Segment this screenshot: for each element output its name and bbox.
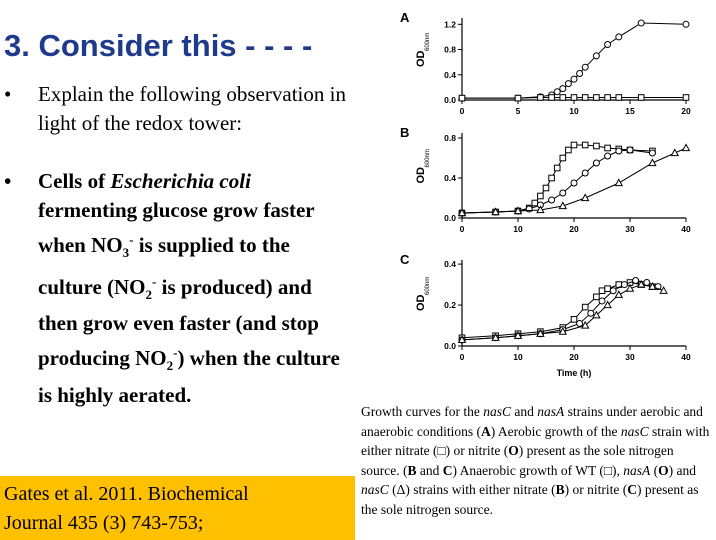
y-tick-label: 1.2: [444, 19, 456, 30]
x-tick-label: 0: [459, 224, 465, 234]
data-point-square: [599, 288, 605, 294]
caption-segment: ) Aerobic growth of the: [490, 423, 621, 439]
data-point-circle: [621, 282, 627, 288]
data-point-circle: [649, 150, 655, 156]
caption-segment: nasC: [361, 482, 389, 497]
caption-segment: O: [508, 443, 519, 458]
data-point-circle: [577, 320, 583, 326]
data-point-circle: [571, 76, 577, 82]
y-tick-label: 0.8: [444, 44, 456, 55]
y-tick-label: 0.4: [444, 173, 456, 183]
data-point-square: [554, 165, 560, 171]
y-tick-label: 0.8: [444, 133, 456, 143]
observation-segment: fermenting glucose grow faster when NO: [38, 198, 315, 257]
reference-line-1: Gates et al. 2011. Biochemical: [4, 483, 249, 505]
data-point-square: [571, 142, 577, 148]
observation-segment: 2: [166, 358, 174, 374]
data-point-square: [459, 95, 465, 101]
data-point-circle: [571, 180, 577, 186]
caption-segment: B: [407, 462, 417, 478]
y-axis-label-subscript: 600nm: [425, 276, 431, 295]
caption-segment: □: [603, 462, 612, 478]
bullet-dot: •: [4, 169, 12, 193]
x-tick-label: 10: [513, 224, 523, 234]
caption-segment: C: [442, 462, 453, 478]
data-point-square: [560, 155, 566, 161]
growth-panel-c: [400, 252, 691, 378]
data-point-square: [616, 95, 622, 101]
data-point-circle: [616, 148, 622, 154]
data-point-square: [571, 95, 577, 101]
x-axis-label: Time (h): [556, 368, 592, 378]
caption-segment: ),: [612, 462, 624, 478]
observation-segment: Cells of: [38, 169, 111, 193]
bullet-list: [4, 80, 354, 410]
question-text: Explain the following observation in light of the redox tower:: [38, 82, 346, 135]
data-point-circle: [616, 34, 622, 40]
bullet-observation: [4, 167, 354, 410]
data-point-square: [566, 147, 572, 153]
data-point-triangle: [649, 159, 656, 165]
data-point-square: [515, 95, 521, 101]
data-point-circle: [599, 298, 605, 304]
caption-segment: nasC: [483, 404, 511, 419]
reference-box: [0, 476, 355, 540]
x-tick-label: 40: [681, 352, 691, 362]
caption-segment: nasC: [620, 423, 649, 439]
caption-segment: (Δ) strains with either nitrate (: [388, 482, 556, 497]
growth-panel-a: [400, 10, 691, 116]
y-axis-label-subscript: 600nm: [425, 149, 431, 168]
data-point-triangle: [615, 291, 622, 297]
x-tick-label: 5: [515, 106, 521, 116]
data-point-square: [582, 304, 588, 310]
data-point-square: [605, 145, 611, 151]
y-tick-label: 0.4: [444, 69, 456, 80]
data-point-circle: [627, 147, 633, 153]
figure-caption: [361, 402, 713, 519]
caption-segment: nasA: [623, 462, 651, 478]
data-point-circle: [644, 280, 650, 286]
data-point-square: [532, 200, 538, 206]
x-tick-label: 10: [513, 352, 523, 362]
data-point-circle: [582, 64, 588, 70]
x-tick-label: 30: [625, 224, 635, 234]
caption-segment: A: [480, 423, 491, 439]
x-tick-label: 20: [569, 224, 579, 234]
x-tick-label: 0: [459, 106, 465, 116]
panel-label: A: [400, 10, 410, 25]
observation-segment: ) when the culture is highly aerated.: [38, 346, 340, 407]
data-point-square: [560, 95, 566, 101]
data-point-square: [549, 175, 555, 181]
growth-curves-figure: [356, 0, 716, 404]
data-point-circle: [577, 71, 583, 77]
caption-segment: and: [510, 404, 538, 419]
data-point-circle: [633, 277, 639, 283]
data-point-circle: [560, 86, 566, 92]
data-point-circle: [610, 288, 616, 294]
x-tick-label: 20: [681, 106, 691, 116]
caption-segment: ) or nitrite (: [564, 482, 628, 497]
data-point-square: [605, 286, 611, 292]
x-tick-label: 10: [569, 106, 579, 116]
x-tick-label: 15: [625, 106, 635, 116]
data-point-square: [683, 95, 689, 101]
data-point-square: [594, 95, 600, 101]
observation-segment: -: [152, 274, 157, 290]
caption-segment: ) or nitrite (: [445, 443, 509, 458]
data-point-square: [605, 95, 611, 101]
reference-line-2: Journal 435 (3) 743-753;: [4, 512, 204, 534]
caption-segment: (: [650, 462, 659, 478]
observation-segment: is produced) and then grow even faster (and stop producing NO: [38, 275, 319, 371]
caption-segment: O: [658, 462, 669, 478]
series-line-square: [462, 283, 652, 338]
data-point-circle: [638, 20, 644, 26]
data-point-square: [538, 193, 544, 199]
caption-segment: strains under aerobic and anaerobic conditions (: [361, 404, 707, 439]
data-point-circle: [560, 190, 566, 196]
data-point-circle: [683, 21, 689, 27]
caption-segment: ) Anaerobic growth of WT (: [452, 462, 604, 478]
caption-segment: □: [437, 443, 446, 458]
observation-segment: 2: [145, 287, 153, 303]
y-axis-label: OD: [415, 167, 427, 184]
data-point-square: [538, 95, 544, 101]
observation-segment: -: [129, 232, 134, 247]
data-point-circle: [549, 197, 555, 203]
y-axis-label: OD: [415, 50, 427, 67]
y-tick-label: 0.0: [444, 213, 456, 223]
slide-title: 3. Consider this - - - -: [4, 28, 313, 63]
data-point-circle: [605, 41, 611, 47]
y-axis-label: OD: [415, 294, 427, 311]
caption-segment: C: [627, 482, 638, 497]
data-point-triangle: [671, 149, 678, 155]
data-point-triangle: [615, 179, 622, 185]
caption-segment: ) present as the sole nitrogen source. (: [361, 443, 677, 478]
data-point-circle: [593, 160, 599, 166]
growth-panel-b: [400, 125, 691, 234]
data-point-square: [638, 95, 644, 101]
series-line-circle: [462, 150, 652, 213]
observation-segment: -: [173, 345, 178, 361]
data-point-square: [582, 95, 588, 101]
caption-segment: nasA: [537, 404, 565, 419]
y-tick-label: 0.2: [444, 300, 456, 311]
panel-label: B: [400, 125, 410, 140]
data-point-triangle: [582, 194, 589, 200]
data-point-circle: [526, 206, 532, 212]
data-point-circle: [593, 53, 599, 59]
data-point-square: [549, 95, 555, 101]
caption-segment: and: [416, 462, 443, 478]
series-line-square: [462, 145, 652, 213]
observation-segment: is supplied to the culture (NO: [38, 233, 290, 300]
x-tick-label: 30: [625, 352, 635, 362]
data-point-circle: [588, 310, 594, 316]
data-point-triangle: [683, 144, 690, 150]
bullet-dot: •: [4, 82, 12, 106]
data-point-square: [594, 143, 600, 149]
x-tick-label: 40: [681, 224, 691, 234]
y-tick-label: 0.0: [444, 341, 456, 351]
data-point-circle: [605, 153, 611, 159]
data-point-square: [571, 317, 577, 323]
bullet-question: [4, 80, 354, 138]
observation-segment: Escherichia coli: [110, 169, 251, 193]
caption-segment: ) and: [668, 462, 700, 478]
data-point-square: [594, 294, 600, 300]
observation-segment: 3: [122, 245, 130, 261]
caption-segment: strain with either nitrate (: [361, 423, 713, 458]
observation-text: [38, 169, 340, 407]
y-tick-label: 0.4: [444, 259, 456, 270]
x-tick-label: 0: [459, 352, 465, 362]
y-axis-label-subscript: 600nm: [425, 32, 431, 51]
data-point-square: [582, 142, 588, 148]
caption-segment: Growth curves for the: [361, 404, 484, 419]
y-tick-label: 0.0: [444, 95, 456, 105]
caption-segment: ) present as the sole nitrogen source.: [361, 482, 702, 517]
data-point-circle: [554, 89, 560, 95]
series-line-circle: [462, 23, 686, 98]
x-tick-label: 20: [569, 352, 579, 362]
data-point-circle: [565, 81, 571, 87]
data-point-circle: [582, 170, 588, 176]
caption-segment: B: [555, 482, 565, 497]
data-point-square: [543, 185, 549, 191]
panel-label: C: [400, 252, 410, 267]
